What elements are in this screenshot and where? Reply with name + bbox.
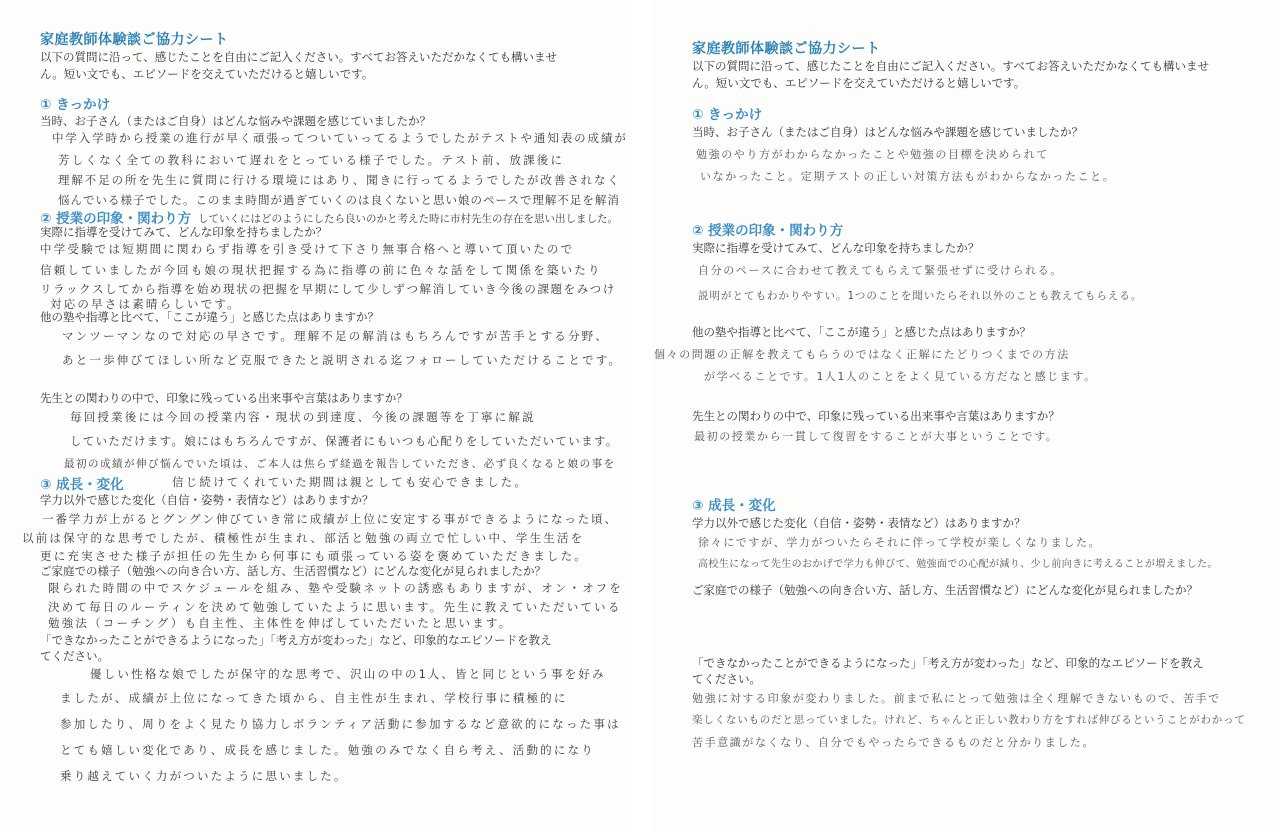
handwritten-answer: あと一歩伸びてほしい所など克服できたと説明される迄フォローしていただけることです。 xyxy=(62,353,623,367)
handwritten-answer: が学べることです。1人1人のことをよく見ている方だなと感じます。 xyxy=(704,370,1097,383)
handwritten-answer: 高校生になって先生のおかげで学力も伸びて、勉強面での心配が減り、少し前向きに考えることが増えました。 xyxy=(698,559,1218,570)
question: 学力以外で感じた変化（自信・姿勢・表情など）はありますか？ xyxy=(692,516,1026,530)
handwritten-answer: 一番学力が上がるとグングン伸びていき常に成績が上位に安定する事ができるようになった頃、 xyxy=(42,512,618,526)
handwritten-answer: 楽しくないものだと思っていました。けれど、ちゃんと正しい教わり方をすれば伸びるということがわかって xyxy=(692,714,1246,726)
sheet-title: 家庭教師体験談ご協力シート xyxy=(40,32,229,48)
handwritten-answer: 苦手意識がなくなり、自分でもやったらできるものだと分かりました。 xyxy=(692,736,1096,749)
intro-line: ん。短い文でも、エピソードを交えていただけると嬉しいです。 xyxy=(40,67,374,81)
handwritten-answer: 勉強に対する印象が変わりました。前まで私にとって勉強は全く理解できないもので、苦手で xyxy=(692,692,1221,705)
handwritten-answer: 悩んでいる様子でした。このまま時間が過ぎていくのは良くないと思い娘のペースで理解不足を解消 xyxy=(58,193,620,207)
handwritten-answer: リラックスしてから指導を始め現状の把握を早期にして少しずつ解消していき今後の課題をみつけ xyxy=(40,282,616,296)
handwritten-answer: 更に充実させた様子が担任の先生から何事にも頑張っている姿を褒めていただきました。 xyxy=(40,549,588,563)
handwritten-answer: 最初の成績が伸び悩んでいた頃は、ご本人は焦らず経過を報告していただき、必ず良くなると娘の事を xyxy=(64,458,616,470)
section-heading-jugyo: ② 授業の印象・関わり方 xyxy=(692,223,844,239)
question: 実際に指導を受けてみて、どんな印象を持ちましたか？ xyxy=(40,225,328,239)
handwritten-answer: 理解不足の所を先生に質問に行ける環境にはあり、聞きに行ってるようでしたが改善されなく xyxy=(58,173,621,187)
question: ご家庭での様子（勉強への向き合い方、話し方、生活習慣など）にどんな変化が見られましたか？ xyxy=(692,583,1198,597)
handwritten-answer: 中学入学時から授業の進行が早く頑張ってついていってるようでしたがテストや通知表の成績が xyxy=(52,131,628,145)
section-heading-seicho: ③ 成長・変化 xyxy=(40,477,124,493)
handwritten-answer: 勉強のやり方がわからなかったことや勉強の目標を決められて xyxy=(696,148,1049,161)
handwritten-answer: 参加したり、周りをよく見たり協力しボランティア活動に参加するなど意欲的になった事は xyxy=(60,717,621,731)
handwritten-answer: 芳しくなく全ての教科において遅れをとっている様子でした。テスト前、放課後に xyxy=(58,153,565,167)
sheet-title: 家庭教師体験談ご協力シート xyxy=(692,41,881,57)
question: 当時、お子さん（またはご自身）はどんな悩みや課題を感じていましたか？ xyxy=(692,125,1083,139)
left-sheet xyxy=(0,0,632,832)
question: 「できなかったことができるようになった」「考え方が変わった」など、印象的なエピソードを教え xyxy=(692,656,1204,670)
handwritten-answer: 個々の問題の正解を教えてもらうのではなく正解にたどりつくまでの方法 xyxy=(654,348,1070,361)
question: 「できなかったことができるようになった」「考え方が変わった」など、印象的なエピソードを教え xyxy=(40,633,552,647)
question: てください。 xyxy=(692,672,761,686)
question: 先生との関わりの中で、印象に残っている出来事や言葉はありますか？ xyxy=(40,391,408,405)
right-sheet xyxy=(652,0,1280,832)
question: 他の塾や指導と比べて、「ここが違う」と感じた点はありますか？ xyxy=(692,325,1032,339)
section-heading-kikkake: ① きっかけ xyxy=(40,97,111,113)
question: 他の塾や指導と比べて、「ここが違う」と感じた点はありますか？ xyxy=(40,310,380,324)
handwritten-answer: 説明がとてもわかりやすい。1つのことを聞いたらそれ以外のことも教えてもらえる。 xyxy=(698,290,1143,302)
section-heading-kikkake: ① きっかけ xyxy=(692,107,763,123)
handwritten-answer: 中学受験では短期間に関わらず指導を引き受けて下さり無事合格へと導いて頂いたので xyxy=(40,242,575,256)
question: 当時、お子さん（またはご自身）はどんな悩みや課題を感じていましたか？ xyxy=(40,114,431,128)
intro-line: ん。短い文でも、エピソードを交えていただけると嬉しいです。 xyxy=(692,76,1026,90)
intro-line: 以下の質問に沿って、感じたことを自由にご記入ください。すべてお答えいただかなくても構いませ xyxy=(40,50,558,64)
handwritten-answer: 優しい性格な娘でしたが保守的な思考で、沢山の中の1人、皆と同じという事を好み xyxy=(90,667,606,681)
page-gutter xyxy=(632,0,652,832)
intro-line: 以下の質問に沿って、感じたことを自由にご記入ください。すべてお答えいただかなくても構いませ xyxy=(692,59,1210,73)
section-heading-jugyo: ② 授業の印象・関わり方 xyxy=(40,211,192,227)
handwritten-answer: 限られた時間の中でスケジュールを組み、塾や受験ネットの誘惑もありますが、オン・オフを xyxy=(48,581,624,595)
question: ご家庭での様子（勉強への向き合い方、話し方、生活習慣など）にどんな変化が見られましたか？ xyxy=(40,564,546,578)
handwritten-answer: とても嬉しい変化であり、成長を感じました。勉強のみでなく自ら考え、活動的になり xyxy=(60,743,595,757)
question: 先生との関わりの中で、印象に残っている出来事や言葉はありますか？ xyxy=(692,409,1060,423)
handwritten-answer: 信頼していましたが今回も娘の現状把握する為に指導の前に色々な話をして関係を築いたり xyxy=(40,263,602,277)
handwritten-answer: 信じ続けてくれていた期間は親としても安心できました。 xyxy=(172,475,529,489)
handwritten-answer: 対応の早さは素晴らしいです。 xyxy=(50,297,241,311)
section-heading-seicho: ③ 成長・変化 xyxy=(692,498,776,514)
handwritten-answer: 以前は保守的な思考でしたが、積極性が生まれ、部活と勉強の両立で忙しい中、学生生活を xyxy=(22,531,585,545)
handwritten-answer: 自分のペースに合わせて教えてもらえて緊張せずに受けられる。 xyxy=(698,264,1063,277)
handwritten-answer: 決めて毎日のルーティンを決めて勉強していたように思います。先生に教えていただいている xyxy=(48,600,622,614)
handwritten-answer: 徐々にですが、学力がついたらそれに伴って学校が楽しくなりました。 xyxy=(698,536,1102,549)
handwritten-answer: いなかったこと。定期テストの正しい対策方法もがわからなかったこと。 xyxy=(700,170,1116,183)
handwritten-answer: ましたが、成績が上位になってきた頃から、自主性が生まれ、学校行事に積極的に xyxy=(60,691,568,705)
handwritten-answer: 最初の授業から一貫して復習をすることが大事ということです。 xyxy=(694,430,1059,443)
question: 学力以外で感じた変化（自信・姿勢・表情など）はありますか？ xyxy=(40,493,374,507)
question: てください。 xyxy=(40,649,109,663)
handwritten-answer: 乗り越えていく力がついたように思いました。 xyxy=(60,769,348,783)
question: 実際に指導を受けてみて、どんな印象を持ちましたか？ xyxy=(692,241,980,255)
handwritten-answer: マンツーマンなので対応の早さです。理解不足の解消はもちろんですが苦手とする分野、 xyxy=(62,329,610,343)
handwritten-answer: 勉強法（コーチング）も自主性、主体性を伸ばしていただいたと思います。 xyxy=(48,616,513,630)
handwritten-answer: していただけます。娘にはもちろんですが、保護者にもいつも心配りをしていただいています。 xyxy=(70,434,619,448)
handwritten-answer: していくにはどのようにしたら良いのかと考えた時に市村先生の存在を思い出しました。 xyxy=(198,213,618,225)
handwritten-answer: 毎回授業後には今回の授業内容・現状の到達度、今後の課題等を丁寧に解説 xyxy=(70,410,536,424)
